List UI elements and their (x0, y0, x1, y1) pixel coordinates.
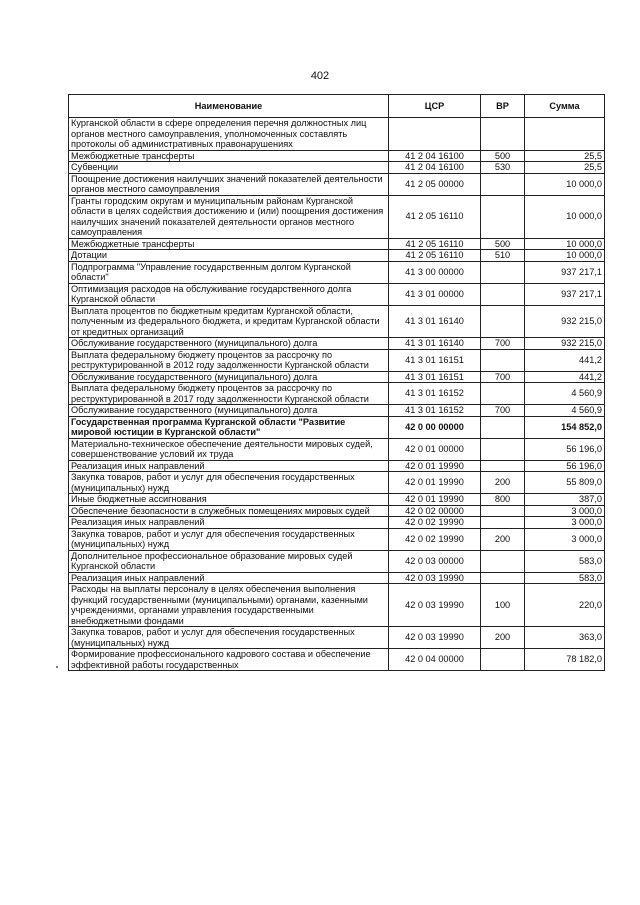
table-row (69, 472, 605, 494)
table-row (69, 150, 605, 162)
row-name: Дотации (69, 250, 389, 262)
row-vr: 100 (481, 584, 525, 627)
table-row (69, 238, 605, 250)
row-name: Обеспечение безопасности в служебных помещениях мировых судей (69, 505, 389, 517)
table-row (69, 349, 605, 371)
row-csr: 41 3 01 16152 (389, 405, 481, 417)
table-row (69, 118, 605, 151)
row-vr (481, 649, 525, 671)
table-row (69, 505, 605, 517)
row-vr (481, 505, 525, 517)
row-csr: 42 0 01 00000 (389, 438, 481, 460)
row-csr: 41 2 05 00000 (389, 173, 481, 195)
row-csr: 42 0 03 19990 (389, 584, 481, 627)
table-row (69, 494, 605, 506)
row-name: Обслуживание государственного (муниципального) долга (69, 338, 389, 350)
row-name: Реализация иных направлений (69, 517, 389, 529)
row-vr (481, 118, 525, 151)
table-row (69, 627, 605, 649)
table-row (69, 383, 605, 405)
row-vr (481, 261, 525, 283)
row-vr: 700 (481, 371, 525, 383)
row-csr: 42 0 03 00000 (389, 550, 481, 572)
row-csr: 42 0 00 00000 (389, 416, 481, 438)
table-row (69, 517, 605, 529)
header-name: Наименование (69, 95, 389, 118)
scan-speck (56, 666, 58, 668)
row-csr: 42 0 03 19990 (389, 627, 481, 649)
row-name: Формирование профессионального кадрового состава и обеспечение эффективной работы государственных (69, 649, 389, 671)
row-vr (481, 195, 525, 238)
row-vr (481, 460, 525, 472)
row-vr: 200 (481, 472, 525, 494)
row-sum: 387,0 (525, 494, 605, 506)
row-sum: 10 000,0 (525, 250, 605, 262)
row-vr (481, 517, 525, 529)
row-name: Субвенции (69, 162, 389, 174)
table-row (69, 572, 605, 584)
row-name: Гранты городским округам и муниципальным районам Курганской области в целях содействия достижению и (или) поощрения достижения наилучших значений показателей деятельности органов местного самоуправления (69, 195, 389, 238)
row-name: Межбюджетные трансферты (69, 150, 389, 162)
row-name: Материально-техническое обеспечение деятельности мировых судей, совершенствование условий их труда (69, 438, 389, 460)
row-name: Выплата процентов по бюджетным кредитам Курганской области, полученным из федерального бюджета, и кредитам Курганской области от кредитных организаций (69, 305, 389, 338)
row-sum: 4 560,9 (525, 383, 605, 405)
row-sum: 932 215,0 (525, 305, 605, 338)
table-row (69, 250, 605, 262)
row-vr: 800 (481, 494, 525, 506)
table-row (69, 173, 605, 195)
table-row (69, 305, 605, 338)
table-row (69, 438, 605, 460)
header-csr: ЦСР (389, 95, 481, 118)
row-name: Реализация иных направлений (69, 572, 389, 584)
row-csr: 41 3 00 00000 (389, 261, 481, 283)
row-vr (481, 572, 525, 584)
row-sum: 25,5 (525, 162, 605, 174)
table-row (69, 162, 605, 174)
row-sum: 10 000,0 (525, 238, 605, 250)
row-sum: 3 000,0 (525, 528, 605, 550)
row-sum: 3 000,0 (525, 505, 605, 517)
row-sum: 4 560,9 (525, 405, 605, 417)
row-vr: 500 (481, 150, 525, 162)
row-name: Государственная программа Курганской области "Развитие мировой юстиции в Курганской области" (69, 416, 389, 438)
row-sum: 932 215,0 (525, 338, 605, 350)
row-csr: 41 3 01 16151 (389, 349, 481, 371)
row-name: Выплата федеральному бюджету процентов за рассрочку по реструктурированной в 2017 году задолженности Курганской области (69, 383, 389, 405)
row-sum: 441,2 (525, 371, 605, 383)
row-name: Закупка товаров, работ и услуг для обеспечения государственных (муниципальных) нужд (69, 627, 389, 649)
row-sum (525, 118, 605, 151)
row-vr: 510 (481, 250, 525, 262)
table-row (69, 416, 605, 438)
table-body (69, 118, 605, 671)
row-name: Курганской области в сфере определения перечня должностных лиц органов местного самоуправления, уполномоченных составлять протоколы об административных правонарушениях (69, 118, 389, 151)
row-name: Закупка товаров, работ и услуг для обеспечения государственных (муниципальных) нужд (69, 528, 389, 550)
row-sum: 3 000,0 (525, 517, 605, 529)
row-sum: 55 809,0 (525, 472, 605, 494)
budget-table (68, 94, 605, 671)
header-sum: Сумма (525, 95, 605, 118)
row-sum: 583,0 (525, 572, 605, 584)
row-csr: 41 2 05 16110 (389, 238, 481, 250)
row-vr: 700 (481, 405, 525, 417)
table-row (69, 405, 605, 417)
table-row (69, 584, 605, 627)
row-csr: 42 0 02 19990 (389, 517, 481, 529)
row-csr: 41 3 01 16140 (389, 338, 481, 350)
table-row (69, 283, 605, 305)
row-name: Оптимизация расходов на обслуживание государственного долга Курганской области (69, 283, 389, 305)
row-vr (481, 416, 525, 438)
row-name: Подпрограмма "Управление государственным долгом Курганской области" (69, 261, 389, 283)
row-sum: 937 217,1 (525, 283, 605, 305)
row-csr: 41 2 05 16110 (389, 195, 481, 238)
table-row (69, 371, 605, 383)
table-row (69, 528, 605, 550)
row-name: Закупка товаров, работ и услуг для обеспечения государственных (муниципальных) нужд (69, 472, 389, 494)
row-name: Иные бюджетные ассигнования (69, 494, 389, 506)
row-csr: 41 2 04 16100 (389, 150, 481, 162)
row-sum: 583,0 (525, 550, 605, 572)
row-vr (481, 173, 525, 195)
row-sum: 220,0 (525, 584, 605, 627)
row-sum: 78 182,0 (525, 649, 605, 671)
row-csr: 42 0 01 19990 (389, 494, 481, 506)
row-sum: 10 000,0 (525, 173, 605, 195)
table-row (69, 649, 605, 671)
row-sum: 56 196,0 (525, 460, 605, 472)
row-sum: 25,5 (525, 150, 605, 162)
row-csr (389, 118, 481, 151)
row-vr: 500 (481, 238, 525, 250)
page-number: 402 (310, 70, 330, 82)
row-csr: 42 0 04 00000 (389, 649, 481, 671)
table-row (69, 460, 605, 472)
row-csr: 42 0 01 19990 (389, 472, 481, 494)
row-name: Обслуживание государственного (муниципального) долга (69, 405, 389, 417)
row-vr (481, 550, 525, 572)
row-vr: 700 (481, 338, 525, 350)
row-vr (481, 305, 525, 338)
row-vr (481, 283, 525, 305)
row-vr: 200 (481, 627, 525, 649)
row-sum: 363,0 (525, 627, 605, 649)
row-csr: 42 0 02 00000 (389, 505, 481, 517)
row-sum: 56 196,0 (525, 438, 605, 460)
row-csr: 41 2 05 16110 (389, 250, 481, 262)
row-sum: 154 852,0 (525, 416, 605, 438)
row-name: Выплата федеральному бюджету процентов за рассрочку по реструктурированной в 2012 году задолженности Курганской области (69, 349, 389, 371)
table-header-row (69, 95, 605, 118)
row-name: Дополнительное профессиональное образование мировых судей Курганской области (69, 550, 389, 572)
table-row (69, 195, 605, 238)
row-name: Межбюджетные трансферты (69, 238, 389, 250)
header-vr: ВР (481, 95, 525, 118)
row-csr: 42 0 03 19990 (389, 572, 481, 584)
row-csr: 42 0 01 19990 (389, 460, 481, 472)
row-vr: 530 (481, 162, 525, 174)
row-vr (481, 438, 525, 460)
row-name: Реализация иных направлений (69, 460, 389, 472)
row-csr: 41 2 04 16100 (389, 162, 481, 174)
row-name: Обслуживание государственного (муниципального) долга (69, 371, 389, 383)
row-sum: 441,2 (525, 349, 605, 371)
row-csr: 41 3 01 16140 (389, 305, 481, 338)
row-vr: 200 (481, 528, 525, 550)
row-csr: 41 3 01 16152 (389, 383, 481, 405)
row-sum: 937 217,1 (525, 261, 605, 283)
row-vr (481, 349, 525, 371)
row-csr: 41 3 01 00000 (389, 283, 481, 305)
row-vr (481, 383, 525, 405)
table-row (69, 261, 605, 283)
row-sum: 10 000,0 (525, 195, 605, 238)
table-row (69, 338, 605, 350)
row-csr: 41 3 01 16151 (389, 371, 481, 383)
row-csr: 42 0 02 19990 (389, 528, 481, 550)
row-name: Расходы на выплаты персоналу в целях обеспечения выполнения функций государственными (муниципальными) органами, казенными учреждениями, органами управления государственными внебюджетными фондами (69, 584, 389, 627)
table-row (69, 550, 605, 572)
row-name: Поощрение достижения наилучших значений показателей деятельности органов местного самоуправления (69, 173, 389, 195)
